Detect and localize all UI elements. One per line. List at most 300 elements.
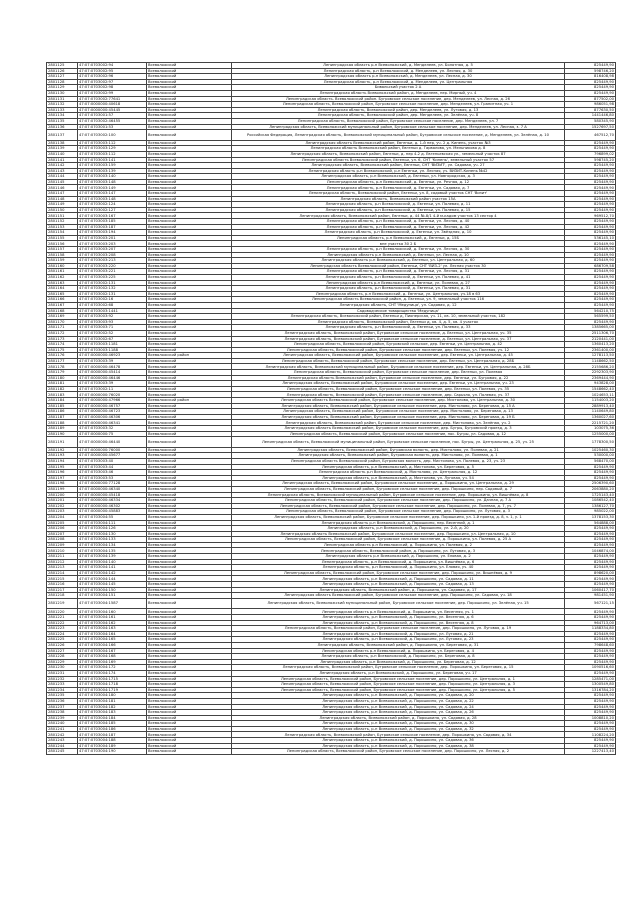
cell-district: Всеволожский [147, 319, 232, 325]
cell-address: Ленинградская область, Всеволожский район, Бугровское сельское поселение, дер. Менделеев, ул. 7 [232, 118, 565, 124]
cell-cadastral-number: 47:07:0000000:75 [78, 431, 147, 437]
cell-address: Ленинградская область р-н Всеволожский, д. Евгеньи, ул. Центральная, д. 60 [232, 258, 565, 264]
cell-record-number: 2801174 [47, 342, 78, 348]
cell-cadastral-value: 2155686,20 [565, 364, 616, 370]
cell-address: Ленинградская область, р-н Всеволожский, д. Порошкино, ул. Луговая, д. 23 [232, 637, 565, 643]
cell-district: Всеволожский [147, 381, 232, 387]
cell-record-number: 2801150 [47, 207, 78, 213]
cell-record-number: 2801156 [47, 241, 78, 247]
cell-cadastral-number: 47:07:0000000:45883 [78, 509, 147, 515]
cell-cadastral-value: 1227413,40 [565, 749, 616, 755]
cell-address: Ленинградская область, р-н Всеволожский, д. Порошкино, ул. Береговая, д. 8 [232, 654, 565, 660]
cell-cadastral-value: 825449,90 [565, 609, 616, 615]
cell-cadastral-number: 47:07:0000000:76020 [78, 392, 147, 398]
cell-cadastral-number: 47:07:0703004:133 [78, 537, 147, 543]
cell-district: Всеволожский [147, 749, 232, 755]
cell-cadastral-number: 47:07:0703003:167 [78, 213, 147, 219]
cell-address: Ленинградская область, р-н Всеволожский, д. Порошкино, ул. 2-й, д. 20 [232, 526, 565, 532]
cell-record-number: 2801189 [47, 426, 78, 432]
cell-address: Ленинградская область р-н Всеволожский, д. Менделеев, ул. Лесная, д. 30 [232, 74, 565, 80]
cell-record-number: 2801220 [47, 609, 78, 615]
cell-cadastral-value: 1527697,50 [565, 124, 616, 130]
registry-table-body [47, 63, 616, 755]
cell-cadastral-number: 47:07:0703004:174 [78, 670, 147, 676]
cell-address: Ленинградская область, Всеволожский район, д. Порошкино, ул. Береговая, д. 31 [232, 642, 565, 648]
cell-address: Ленинградская область Всеволожский район, Бугровское сельское поселение, дер. Евгеньи, ул. Бугровая, д. 22 [232, 375, 565, 381]
cell-district: Всеволожский [147, 207, 232, 213]
cell-cadastral-value: 825449,90 [565, 258, 616, 264]
cell-record-number: 2801197 [47, 475, 78, 481]
cell-district: Всеволожский [147, 503, 232, 509]
cell-cadastral-number: 47:07:0703002:95 [78, 68, 147, 74]
cell-cadastral-number: 47:07:0000000:46334 [78, 498, 147, 504]
cell-cadastral-value: 2506390,60 [565, 481, 616, 487]
cell-address: Ленинградская область, Всеволожский район, Бугровское сельское поселение, дер. Евгеньи, ул. Центральная, уч. 23 [232, 381, 565, 387]
cell-cadastral-number: 47:07:0703002:99 [78, 90, 147, 96]
cell-district: Всеволожский [147, 687, 232, 693]
cell-cadastral-number: 47:07:0703002:11 [78, 386, 147, 392]
cell-record-number: 2801208 [47, 537, 78, 543]
cell-address: Ленинградская область, Всеволожский район, Бугровское сельское поселение, дер. Мистолово, ул. Зелёная, уч. 2 [232, 420, 565, 426]
cell-district: Всеволожский [147, 157, 232, 163]
cell-cadastral-number: 47:07:0703001:57 [78, 113, 147, 119]
cell-record-number: 2801144 [47, 174, 78, 180]
cell-cadastral-value: 898620,00 [565, 570, 616, 576]
cell-district: Всеволожский [147, 559, 232, 565]
cell-record-number: 2801125 [47, 63, 78, 69]
cell-record-number: 2801167 [47, 302, 78, 308]
cell-address: Ленинградская область, Всеволожский район, Бугровское сельское поселение, дер. Порошкино, ул. Береговая, д. 15 [232, 665, 565, 671]
cell-record-number: 2801209 [47, 542, 78, 548]
cell-district: Всеволожский [147, 302, 232, 308]
cell-cadastral-value: 1386127,70 [565, 503, 616, 509]
cell-cadastral-number: 47:07:0703003:140 [78, 174, 147, 180]
cell-cadastral-value: 467512,70 [565, 130, 616, 141]
cell-cadastral-number: 47:07:0703004:151 [78, 593, 147, 599]
cell-address: Ленинградская область, Всеволожский район, Евгеньи д, кв. 4, д. 5, кв. 4 участок [232, 319, 565, 325]
cell-address: Ленинградская область, р-н Всеволожский, д. Порошкино, ул. Садовая, д. 32 [232, 726, 565, 732]
cell-record-number: 2801178 [47, 364, 78, 370]
cell-cadastral-value: 825449,90 [565, 224, 616, 230]
cell-cadastral-number: 47:07:0703004:187 [78, 732, 147, 738]
cell-cadastral-value: 825449,90 [565, 319, 616, 325]
cell-cadastral-value: 825449,90 [565, 79, 616, 85]
cell-district: Всеволожский [147, 576, 232, 582]
cell-cadastral-value: 1360027,60 [565, 414, 616, 420]
cell-cadastral-number: 47:07:0703004:163 [78, 626, 147, 632]
cell-district: Всеволожский [147, 665, 232, 671]
cell-cadastral-value: 825449,90 [565, 554, 616, 560]
cell-cadastral-number: 47:07:0703003:148 [78, 196, 147, 202]
cell-cadastral-value: 825449,90 [565, 291, 616, 297]
cell-record-number: 2801161 [47, 269, 78, 275]
cell-address: Ленинградская область, Всеволожский район, Бугровский сельское, дер. Евгеньи, ул. Центральная, д. 42 [232, 342, 565, 348]
cell-record-number: 2801139 [47, 146, 78, 152]
cell-cadastral-value: 825449,90 [565, 475, 616, 481]
cell-cadastral-number: 47:07:0703002:94 [78, 63, 147, 69]
cell-address: Ленинградская область, р-н Всеволожский, д. Евгеньи, ул. Полевая, д. 31 [232, 286, 565, 292]
cell-district: Всеволожский [147, 537, 232, 543]
cell-cadastral-number: 47:07:0703003:46 [78, 470, 147, 476]
cell-district: Всеволожский [147, 196, 232, 202]
cell-record-number: 2801213 [47, 565, 78, 571]
cell-cadastral-number: 47:07:0703003:112 [78, 140, 147, 146]
cell-district: Всеволожский [147, 314, 232, 320]
cell-cadastral-value: 2120441,00 [565, 336, 616, 342]
cell-district: Всеволожский [147, 102, 232, 108]
cell-cadastral-value: 825449,90 [565, 302, 616, 308]
cell-district: Всеволожский [147, 509, 232, 515]
cell-cadastral-value: 825449,90 [565, 269, 616, 275]
cell-cadastral-value: 1108224,20 [565, 732, 616, 738]
cell-district: Всеволожский [147, 79, 232, 85]
cell-cadastral-value: 1148662,50 [565, 358, 616, 364]
cell-district: Всеволожский [147, 63, 232, 69]
cell-record-number: 2801222 [47, 620, 78, 626]
cell-district: Всеволожский [147, 520, 232, 526]
cell-record-number: 2801206 [47, 526, 78, 532]
cell-cadastral-number: 47:07:0703003:221 [78, 269, 147, 275]
cell-record-number: 2801176 [47, 353, 78, 359]
cell-cadastral-number: 47:07:0000000:45445 [78, 107, 147, 113]
cell-district: Всеволожский [147, 648, 232, 654]
cell-record-number: 2801172 [47, 330, 78, 336]
cell-district: Всеволожский [147, 570, 232, 576]
cell-address: Ленинградская область, Всеволожский район, д. Порошкино, ул. Садовая, д. 17 [232, 587, 565, 593]
cell-record-number: 2801202 [47, 503, 78, 509]
cell-record-number: 2801175 [47, 347, 78, 353]
cell-cadastral-value: 825449,90 [565, 654, 616, 660]
cell-district: Всеволожский [147, 414, 232, 420]
cell-record-number: 2801236 [47, 698, 78, 704]
cell-cadastral-number: 47:07:0000000:46306 [78, 414, 147, 420]
cell-cadastral-number: 47:07:0703002:98 [78, 85, 147, 91]
cell-district: Всеволожский [147, 693, 232, 699]
cell-district: Всеволожский [147, 637, 232, 643]
cell-cadastral-value: 825449,90 [565, 470, 616, 476]
cell-cadastral-value: 568470,00 [565, 458, 616, 464]
cell-record-number: 2801130 [47, 90, 78, 96]
cell-address: Ленинградская область, р-н Всеволожский, д. Евгеньи, ул. Лесная, д. 30 [232, 247, 565, 253]
cell-cadastral-value: 825449,90 [565, 185, 616, 191]
cell-address: Ленинградская область р-н Всеволожский, д. Евгеньи, ул. Лесная, д. 10 [232, 252, 565, 258]
cell-cadastral-number: 47:07:0703004:139 [78, 554, 147, 560]
cell-cadastral-value: 1024653,11 [565, 392, 616, 398]
cell-cadastral-value: 825449,90 [565, 670, 616, 676]
cell-address: Ленинградская область, Всеволожский район, Бугровское сельское поселение, дер. Мистолово, ул. Береговая, д. 15 А [232, 403, 565, 409]
cell-address: Ленинградская область Всеволожский район, Евгеньи, СНТ 'ВИЗ-2' ул. Лесная участок 30 [232, 263, 565, 269]
cell-cadastral-number: 47:07:0703003:40 [78, 458, 147, 464]
cell-district: Всеволожский [147, 386, 232, 392]
cell-district: Всеволожский [147, 409, 232, 415]
cell-district: Всеволожский [147, 486, 232, 492]
cell-record-number: 2801228 [47, 654, 78, 660]
cell-district: Всеволожский [147, 364, 232, 370]
cell-cadastral-number: 47:07:0703003:1441 [78, 308, 147, 314]
cell-cadastral-number: 47:07:0703004:111 [78, 520, 147, 526]
cell-address: Ленинградская область Всеволожский район, Евгеньи, ул. 6, СНТ 'Кипень', земельный участок 57 [232, 157, 565, 163]
cell-cadastral-number: 47:07:0703003:159 [78, 163, 147, 169]
cell-record-number: 2801126 [47, 68, 78, 74]
cell-cadastral-value: 825449,90 [565, 559, 616, 565]
cell-address: Ленинградская область, Всеволожский район, Бугровское сельское поселение, д. Евгеньи, ул. Центральная, уч. 35 [232, 330, 565, 336]
cell-cadastral-value: 1140649,80 [565, 409, 616, 415]
cell-cadastral-value: 1188334,80 [565, 626, 616, 632]
cell-cadastral-value: 825449,90 [565, 219, 616, 225]
cell-address: Ленинградская область, р-н Всеволожский, д. Порошкино, ул. Садовая, д. 20 [232, 693, 565, 699]
cell-cadastral-value: 564888,00 [565, 520, 616, 526]
cell-address: Ленинградская область, Всеволожский район, дер. Менделеев, ул. Луговая, д. 13 [232, 107, 565, 113]
cell-district: Всеволожский [147, 224, 232, 230]
cell-record-number: 2801186 [47, 409, 78, 415]
cell-address: Ленинградская область, Всеволожский район, Евгеньи, ул. 8, садовый участок СНТ 'Визит' [232, 191, 565, 197]
cell-cadastral-value: 2292303,90 [565, 370, 616, 376]
table-row [47, 749, 616, 755]
cell-address: Ленинградская область, Всеволожский район, Бугровское сельское поселение, дер. Порошкино, ул. 1-й проезд, д. 8, з. 1, у. 1 [232, 514, 565, 520]
cell-record-number: 2801239 [47, 715, 78, 721]
cell-cadastral-number: 47:07:0703002:132 [78, 286, 147, 292]
cell-record-number: 2801200 [47, 492, 78, 498]
cell-district: Всеволожский [147, 542, 232, 548]
cell-cadastral-value: 825449,90 [565, 202, 616, 208]
cell-district: Всеволожский [147, 140, 232, 146]
cell-record-number: 2801231 [47, 670, 78, 676]
cell-address: Ленинградская область, Всеволожский район, Бугровское сельское поселение, дер. Евгеньи, ул. Полевая, уч. 12 [232, 347, 565, 353]
cell-address: Ленинградская область, Всеволожский район, Евгеньи д, Пионерская, уч. 11, кв. 10, земельный участок, 182 [232, 314, 565, 320]
cell-record-number: 2801191 [47, 437, 78, 448]
cell-address: Ленинградская область, Всеволожский район, Бугровское сельское поселение, дер. Порошкино, ул. Луговая, д. 3 [232, 509, 565, 515]
cell-address: Ленинградская область р-н Всеволожский, д. Евгеньи, ул. Полевая, д. 27 [232, 280, 565, 286]
cell-cadastral-value: 825449,90 [565, 659, 616, 665]
cell-cadastral-number: 47:07:0703004:172 [78, 665, 147, 671]
cell-district: Всеволожский [147, 202, 232, 208]
cell-district: Всеволожский [147, 481, 232, 487]
cell-cadastral-number: 47:07:0703003:44 [78, 464, 147, 470]
cell-record-number: 2801160 [47, 263, 78, 269]
cell-record-number: 2801245 [47, 749, 78, 755]
cell-cadastral-number: 47:07:0000000:47966 [78, 398, 147, 404]
cell-cadastral-value: 1385665,00 [565, 325, 616, 331]
cell-record-number: 2801211 [47, 554, 78, 560]
cell-address: Ленинградская область, Всеволожский район, дер. Менделеев, ул. Зелёная, уч. 8 [232, 113, 565, 119]
cell-district: Всеволожский [147, 258, 232, 264]
cell-cadastral-number: 47:07:0703004:186 [78, 726, 147, 732]
cell-cadastral-value: 825449,90 [565, 196, 616, 202]
cell-record-number: 2801166 [47, 297, 78, 303]
cell-district: Всеволожский [147, 241, 232, 247]
cell-record-number: 2801155 [47, 235, 78, 241]
cell-record-number: 2801127 [47, 74, 78, 80]
cell-cadastral-number: 47:07:0000000:46923 [78, 353, 147, 359]
cell-address: Ленинградская область, Всеволожский район участок 15А [232, 196, 565, 202]
cell-cadastral-value: 825449,90 [565, 207, 616, 213]
cell-cadastral-value: 1725143,40 [565, 492, 616, 498]
cell-cadastral-value: 1548662,40 [565, 386, 616, 392]
cell-address: Ленинградская область, р-н Всеволожский, д. Евгеньи, ул. Полевая, д. 41 [232, 274, 565, 280]
cell-district: Всеволожский [147, 113, 232, 119]
cell-cadastral-value: 2361400,00 [565, 347, 616, 353]
cell-district: Всеволожский [147, 146, 232, 152]
cell-record-number: 2801171 [47, 325, 78, 331]
cell-record-number: 2801165 [47, 291, 78, 297]
cell-cadastral-number: 47:07:0703004:126 [78, 526, 147, 532]
cell-record-number: 2801244 [47, 743, 78, 749]
cell-cadastral-number: 47:07:0703004:135 [78, 548, 147, 554]
cell-address: Российская Федерация, Ленинградская область, Всеволожский муниципальный район, Бугровское сельское поселение, д. Менделеев, ул. Зелёная, д. 10 [232, 130, 565, 141]
cell-cadastral-value: 565599,50 [565, 314, 616, 320]
cell-address: Ленинградская область, р-н Всеволожский, д. Евгеньи, ул. Новгородская, д. 3 [232, 174, 565, 180]
cell-district: Всеволожский [147, 587, 232, 593]
cell-cadastral-value: 825449,90 [565, 286, 616, 292]
cell-address: Ленинградская область, р-н Всеволожский, д. Евгеньи, ул. Лесная, д. 40 [232, 219, 565, 225]
cell-cadastral-value: 564210,75 [565, 308, 616, 314]
cell-record-number: 2801218 [47, 593, 78, 599]
cell-cadastral-value: 816408,98 [565, 74, 616, 80]
cell-address: Ленинградская область р-н Всеволожский, д. Порошкино, ул. Еловая, д. 2 [232, 554, 565, 560]
cell-cadastral-number: 47:07:0703004:141 [78, 565, 147, 571]
cell-district: Всеволожский [147, 582, 232, 588]
cell-district: Всеволожский [147, 375, 232, 381]
cell-district: Всеволожский [147, 118, 232, 124]
cell-cadastral-number: 47:07:0703004:1587 [78, 598, 147, 609]
cell-cadastral-value: 825449,90 [565, 721, 616, 727]
cell-cadastral-number: 47:07:0703003:201 [78, 235, 147, 241]
cell-cadastral-number: 47:07:0703003:213 [78, 258, 147, 264]
cell-address: Ленинградская область, Всеволожский муниципальный район, Бугровское сельское поселение, дер. Евгеньи, ул. Центральная, д. 28Б [232, 364, 565, 370]
cell-record-number: 2801140 [47, 151, 78, 157]
cell-district: Всеволожский [147, 263, 232, 269]
cell-address: Ленинградская область, Всеволожский район, Бугровское сельское поселение, дер. Менделеев, ул. Гранитная, уч. 1 [232, 102, 565, 108]
cell-address: Ленинградская область, Всеволожский район, Бугровское сельское поселение, дер. Порошкино, ул. Центральная, д. 1 [232, 676, 565, 682]
cell-address: Ленинградская область Всеволожский район, Бугровское сельское поселение, дер. Мистолово, ул. Центральная, д. 30 [232, 398, 565, 404]
cell-record-number: 2801201 [47, 498, 78, 504]
cell-cadastral-number: 47:07:0000000:46340 [78, 486, 147, 492]
cell-cadastral-number: 47:07:0703002:131 [78, 291, 147, 297]
cell-cadastral-value: 825449,90 [565, 146, 616, 152]
cell-cadastral-number: 47:07:0703003:141 [78, 157, 147, 163]
cell-address: Ленинградская область, р-н Всеволожский, д. Порошкино, ул. Садовая, д. 13 [232, 582, 565, 588]
cell-district: Всеволожский [147, 74, 232, 80]
cell-cadastral-value: 825449,90 [565, 174, 616, 180]
cell-cadastral-value: 2369444,90 [565, 375, 616, 381]
cell-record-number: 2801226 [47, 642, 78, 648]
cell-cadastral-number: 47:07:0703003:147 [78, 191, 147, 197]
cell-address: Ленинградская область р-н Всеволожский, д. Мистолово, ул. Центральная, д. 12 [232, 470, 565, 476]
cell-address: Ленинградская область, Всеволожский район, Бугровское сельское поселение, дер. Порошкино, ул. Лесная, д. 2 [232, 749, 565, 755]
cell-record-number: 2801181 [47, 381, 78, 387]
cell-district: Всеволожский [147, 96, 232, 102]
cell-cadastral-number: 47:07:0703004:167 [78, 648, 147, 654]
cell-record-number: 2801234 [47, 687, 78, 693]
cell-record-number: 2801241 [47, 726, 78, 732]
cell-district: Всеволожский [147, 179, 232, 185]
cell-address: Ленинградская область, Всеволожский район, Бугровское сельское поселение, дер. Мистолово, ул. Береговая, д. 13 [232, 409, 565, 415]
cell-cadastral-number: 47:07:0703003:1188 [78, 347, 147, 353]
cell-cadastral-number: 47:07:0000000:46723 [78, 409, 147, 415]
table-row [47, 598, 616, 609]
cell-district: Всеволожский район [147, 353, 232, 359]
cell-district: Всеволожский [147, 347, 232, 353]
cell-record-number: 2801233 [47, 682, 78, 688]
cell-record-number: 2801184 [47, 398, 78, 404]
cell-cadastral-value: 825449,90 [565, 531, 616, 537]
cell-cadastral-number: 47:07:0703002:124 [78, 202, 147, 208]
cell-district: Всеволожский [147, 269, 232, 275]
cell-address: Ленинградская область, Всеволожский район, Евгеньи, д. пер 4-2 д. Евгеньевская ул., земельный участок 87 [232, 151, 565, 157]
cell-cadastral-number: 47:07:0703004:150 [78, 587, 147, 593]
cell-cadastral-value: 1778300,50 [565, 437, 616, 448]
cell-cadastral-number: 47:07:0703002:16 [78, 297, 147, 303]
cell-record-number: 2801147 [47, 191, 78, 197]
cell-record-number: 2801240 [47, 721, 78, 727]
cell-address: Ленинградская область, р-н Всеволожский, д. Порошкино, ул. Садовая, д. 30 [232, 721, 565, 727]
cell-cadastral-number: 47:07:0000000:46440 [78, 437, 147, 448]
cell-district: Всеволожский [147, 90, 232, 96]
cell-cadastral-number: 47:07:0703004:181 [78, 698, 147, 704]
cell-cadastral-number: 47:07:0703003:53 [78, 475, 147, 481]
cell-cadastral-value: 825449,90 [565, 274, 616, 280]
cell-cadastral-value: 1278113,50 [565, 353, 616, 359]
cell-address: Ленинградская область, Всеволожский район, Бугровское сельское поселение, дер. Порошкино, пер. Садовый, д. 7 [232, 486, 565, 492]
cell-cadastral-value: 1046874,00 [565, 548, 616, 554]
cell-cadastral-number: 47:07:0703004:161 [78, 615, 147, 621]
cell-address: Ленинградская область, Всеволожский район, Бугровское сельское поселение, дер. Порошкино, ул. Центральная, д. 5 [232, 687, 565, 693]
cell-address: Ленинградская область Всеволожский район, Бугровское сельское поселение, дер. Порошкино, ул. Центральная, д. 10 [232, 531, 565, 537]
cell-address: Ленинградская область, р-н Всеволожский, д. Евгеньи, ул. Садовая, д. 7 [232, 185, 565, 191]
cell-district: Всеволожский [147, 191, 232, 197]
cell-record-number: 2801182 [47, 386, 78, 392]
cell-address: Ленинградская область, р-н Всеволожский, д. Порошкино, ул. Луговая, д. 21 [232, 631, 565, 637]
cell-record-number: 2801185 [47, 403, 78, 409]
cell-record-number: 2801230 [47, 665, 78, 671]
cell-cadastral-number: 47:07:0703002:77641 [78, 96, 147, 102]
cell-address: Ленинградская область р-н Всеволожский, р-н Евгеньи, ул. Лесная, уч. ВИЗИТ-Кипень №42 [232, 168, 565, 174]
cell-cadastral-number: 47:07:0703003:220 [78, 263, 147, 269]
cell-address: Ленинградская область, р-н Всеволожский, д. Порошкино, ул. Береговая, д. 12 [232, 659, 565, 665]
cell-district: Всеволожский [147, 475, 232, 481]
cell-record-number: 2801196 [47, 470, 78, 476]
cell-cadastral-number: 47:07:0703003:149 [78, 185, 147, 191]
cell-record-number: 2801204 [47, 514, 78, 520]
cell-record-number: 2801169 [47, 314, 78, 320]
cell-cadastral-number: 47:07:0703004:182 [78, 704, 147, 710]
cell-cadastral-number: 47:07:0000000:46757 [78, 403, 147, 409]
cell-district: Всеволожский [147, 235, 232, 241]
cell-district: Всеволожский [147, 464, 232, 470]
cell-record-number: 2801194 [47, 458, 78, 464]
cell-district: Всеволожский [147, 598, 232, 609]
cell-district: Всеволожский [147, 358, 232, 364]
cell-cadastral-value: 1378153,30 [565, 514, 616, 520]
cell-district: Всеволожский [147, 710, 232, 716]
cell-cadastral-number: 47:07:0703004:180 [78, 693, 147, 699]
cell-district: Всеволожский [147, 130, 232, 141]
cell-record-number: 2801142 [47, 163, 78, 169]
cell-cadastral-value: 877630,50 [565, 107, 616, 113]
cell-address: Ленинградская область р-н Всеволожский, д. Менделеев, ул. Болотная, д. 5 [232, 63, 565, 69]
cell-address: Ленинградская область, р-н Всеволожский, д. Евгеньи, ул. Полевая, д. 33 [232, 325, 565, 331]
cell-record-number: 2801173 [47, 336, 78, 342]
cell-cadastral-value: 825449,90 [565, 542, 616, 548]
cell-cadastral-number: 47:07:0703002:131 [78, 280, 147, 286]
cell-address: Ленинградская область р-н Всеволожский, д. Порошкино, пер. Весенний, д. 1 [232, 520, 565, 526]
cell-cadastral-value: 825449,90 [565, 179, 616, 185]
cell-record-number: 2801134 [47, 113, 78, 119]
cell-cadastral-number: 47:07:0703004:144 [78, 576, 147, 582]
cell-cadastral-value: 825449,90 [565, 537, 616, 543]
cell-address: Ленинградская область, р-н Всеволожский, д. Порошкино, ул. Садовая, д. 36 [232, 738, 565, 744]
cell-address: Ленинградская область, Всеволожский район, д. Порошкино, ул. Садовая, д. 28 [232, 715, 565, 721]
